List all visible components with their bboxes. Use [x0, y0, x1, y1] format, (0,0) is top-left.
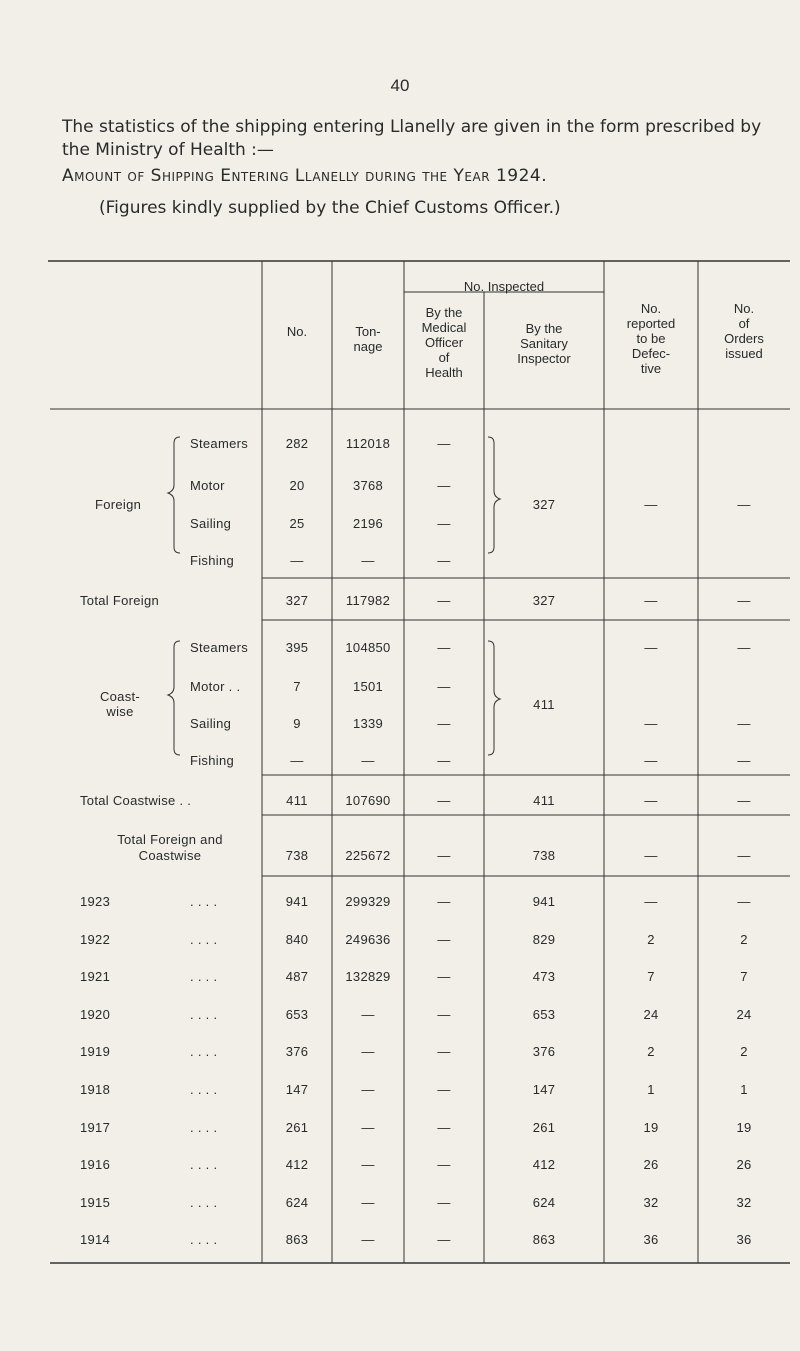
- total-coastwise-sanitary: 411: [533, 793, 555, 808]
- header-inspected: No. Inspected: [463, 279, 545, 294]
- year-row-no: 863: [285, 1232, 309, 1248]
- year-row-defective: 24: [643, 1006, 659, 1022]
- foreign-row-tonnage: 2196: [352, 516, 384, 531]
- year-row-tonnage: —: [361, 1194, 375, 1210]
- foreign-row-no: 25: [289, 516, 305, 531]
- year-row-medical: —: [437, 1006, 451, 1022]
- leader-dots: . . . .: [190, 1082, 218, 1097]
- year-row-tonnage: —: [361, 1119, 375, 1135]
- year-row-no: 840: [285, 931, 309, 947]
- year-row-sanitary: 863: [532, 1232, 556, 1248]
- year-label: 1917: [80, 1119, 111, 1135]
- year-row-defective: 26: [643, 1157, 659, 1173]
- header-medical-officer: By the Medical Officer of Health: [421, 305, 467, 380]
- foreign-row-medical: —: [437, 516, 451, 531]
- year-row-orders: 32: [736, 1194, 752, 1210]
- total-coastwise-defective: —: [644, 793, 658, 808]
- year-row-sanitary: 941: [532, 894, 556, 909]
- table-heading: Amount of Shipping Entering Llanelly during the Year 1924.: [62, 166, 548, 186]
- year-row-tonnage: —: [361, 1232, 375, 1248]
- year-row-no: 487: [285, 969, 309, 985]
- total-both-no: 738: [285, 848, 309, 863]
- year-row-defective: 1: [647, 1082, 655, 1097]
- year-row-sanitary: 829: [532, 931, 556, 947]
- year-label: 1922: [80, 931, 111, 947]
- foreign-row-label: Fishing: [190, 553, 235, 568]
- foreign-row-tonnage: 112018: [345, 436, 391, 451]
- total-both-tonnage: 225672: [345, 848, 391, 863]
- year-row-sanitary: 261: [532, 1119, 556, 1135]
- year-row-defective: 2: [647, 1044, 655, 1060]
- leader-dots: . . . .: [190, 1232, 218, 1248]
- year-row-tonnage: —: [361, 1082, 375, 1097]
- header-orders: No. of Orders issued: [724, 301, 764, 361]
- coast-row-no: 395: [285, 640, 309, 655]
- year-row-sanitary: 653: [532, 1006, 556, 1022]
- year-row-tonnage: —: [361, 1157, 375, 1173]
- total-coastwise-no: 411: [286, 793, 308, 808]
- year-label: 1914: [80, 1232, 111, 1248]
- leader-dots: . . . .: [190, 931, 218, 947]
- foreign-row-medical: —: [437, 436, 451, 451]
- year-row-defective: 19: [643, 1119, 659, 1135]
- coast-row-medical: —: [437, 753, 451, 768]
- foreign-row-no: —: [290, 553, 304, 568]
- year-row-orders: 24: [736, 1006, 752, 1022]
- coast-row-tonnage: 104850: [345, 640, 391, 655]
- coast-sanitary-value: 411: [533, 697, 555, 712]
- coast-row-defective: —: [644, 753, 658, 768]
- coast-row-label: Sailing: [190, 716, 232, 731]
- year-row-orders: 2: [740, 931, 748, 947]
- year-row-orders: 1: [740, 1082, 748, 1097]
- total-both-label: Total Foreign and Coastwise: [117, 832, 223, 863]
- total-both-medical: —: [437, 848, 451, 863]
- coast-row-no: 7: [293, 679, 301, 694]
- year-row-no: 261: [285, 1119, 309, 1135]
- year-row-sanitary: 473: [532, 969, 556, 985]
- foreign-row-tonnage: 3768: [352, 478, 384, 493]
- leader-dots: . . . .: [190, 969, 218, 985]
- year-row-orders: —: [737, 894, 751, 909]
- foreign-row-label: Sailing: [190, 516, 232, 531]
- header-sanitary-inspector: By the Sanitary Inspector: [517, 321, 571, 366]
- coast-row-orders: —: [737, 716, 751, 731]
- coast-row-no: —: [290, 753, 304, 768]
- year-label: 1921: [80, 969, 111, 985]
- total-both-sanitary: 738: [532, 848, 556, 863]
- table-subheading: (Figures kindly supplied by the Chief Customs Officer.): [99, 198, 561, 218]
- year-label: 1915: [80, 1194, 111, 1210]
- year-row-orders: 19: [736, 1119, 752, 1135]
- leader-dots: . . . .: [190, 894, 218, 909]
- total-foreign-defective: —: [644, 593, 658, 608]
- header-no: No.: [286, 324, 308, 339]
- total-both-orders: —: [737, 848, 751, 863]
- year-row-defective: 7: [647, 969, 655, 985]
- year-row-no: 624: [285, 1194, 309, 1210]
- foreign-row-medical: —: [437, 478, 451, 493]
- year-label: 1923: [80, 894, 111, 909]
- coast-row-medical: —: [437, 679, 451, 694]
- coast-row-orders: —: [737, 753, 751, 768]
- shipping-table: [40, 259, 790, 1267]
- year-row-medical: —: [437, 1082, 451, 1097]
- year-row-medical: —: [437, 969, 451, 985]
- intro-text: The statistics of the shipping entering Llanelly are given in the form prescribed by the Ministry of Health :—: [62, 117, 762, 160]
- coast-brace: [168, 641, 180, 755]
- total-both-defective: —: [644, 848, 658, 863]
- year-row-medical: —: [437, 1194, 451, 1210]
- leader-dots: . . . .: [190, 1006, 218, 1022]
- coast-row-defective: —: [644, 640, 658, 655]
- total-coastwise-orders: —: [737, 793, 751, 808]
- year-row-tonnage: —: [361, 1044, 375, 1060]
- year-row-sanitary: 376: [532, 1044, 556, 1060]
- foreign-row-label: Steamers: [190, 436, 249, 451]
- foreign-defective-value: —: [644, 497, 658, 512]
- coast-row-tonnage: —: [361, 753, 375, 768]
- year-row-medical: —: [437, 894, 451, 909]
- coast-row-label: Motor . .: [190, 679, 241, 694]
- year-row-sanitary: 624: [532, 1194, 556, 1210]
- total-coastwise-label: Total Coastwise . .: [80, 793, 192, 808]
- year-row-medical: —: [437, 1232, 451, 1248]
- year-label: 1918: [80, 1082, 111, 1097]
- year-row-no: 147: [285, 1082, 309, 1097]
- total-foreign-no: 327: [285, 593, 309, 608]
- total-foreign-tonnage: 117982: [345, 593, 391, 608]
- foreign-orders-value: —: [737, 497, 751, 512]
- year-row-orders: 36: [736, 1232, 752, 1248]
- year-row-no: 412: [285, 1157, 309, 1173]
- year-row-orders: 26: [736, 1157, 752, 1173]
- year-label: 1920: [80, 1006, 111, 1022]
- year-row-defective: 36: [643, 1232, 659, 1248]
- leader-dots: . . . .: [190, 1157, 218, 1173]
- leader-dots: . . . .: [190, 1194, 218, 1210]
- coast-row-orders: —: [737, 640, 751, 655]
- group-label-coastwise: Coast- wise: [99, 689, 141, 719]
- foreign-sanitary-brace: [488, 437, 500, 553]
- year-row-no: 653: [285, 1006, 309, 1022]
- year-row-tonnage: 299329: [345, 894, 391, 909]
- year-row-medical: —: [437, 1044, 451, 1060]
- year-row-no: 941: [285, 894, 309, 909]
- total-coastwise-medical: —: [437, 793, 451, 808]
- year-row-defective: 2: [647, 931, 655, 947]
- coast-row-tonnage: 1501: [352, 679, 384, 694]
- year-row-medical: —: [437, 1119, 451, 1135]
- year-row-defective: —: [644, 894, 658, 909]
- year-row-orders: 7: [740, 969, 748, 985]
- coast-row-label: Steamers: [190, 640, 249, 655]
- coast-row-medical: —: [437, 716, 451, 731]
- leader-dots: . . . .: [190, 1119, 218, 1135]
- year-label: 1916: [80, 1157, 111, 1173]
- foreign-row-tonnage: —: [361, 553, 375, 568]
- coast-row-no: 9: [293, 716, 301, 731]
- group-label-foreign: Foreign: [95, 497, 142, 512]
- page-number: 40: [390, 76, 410, 95]
- year-row-sanitary: 147: [532, 1082, 556, 1097]
- total-foreign-medical: —: [437, 593, 451, 608]
- foreign-row-no: 282: [285, 436, 309, 451]
- foreign-sanitary-value: 327: [532, 497, 556, 512]
- coast-row-label: Fishing: [190, 753, 235, 768]
- year-row-defective: 32: [643, 1194, 659, 1210]
- header-tonnage: Ton- nage: [353, 324, 383, 354]
- year-row-tonnage: —: [361, 1006, 375, 1022]
- year-row-tonnage: 249636: [345, 931, 391, 947]
- coast-row-tonnage: 1339: [352, 716, 384, 731]
- year-row-medical: —: [437, 1157, 451, 1173]
- intro-block: [62, 116, 772, 220]
- foreign-row-no: 20: [289, 478, 305, 493]
- coast-row-defective: —: [644, 716, 658, 731]
- foreign-row-medical: —: [437, 553, 451, 568]
- year-row-medical: —: [437, 931, 451, 947]
- total-foreign-orders: —: [737, 593, 751, 608]
- year-row-sanitary: 412: [532, 1157, 556, 1173]
- total-coastwise-tonnage: 107690: [345, 793, 391, 808]
- year-label: 1919: [80, 1044, 111, 1060]
- year-row-orders: 2: [740, 1044, 748, 1060]
- header-defective: No. reported to be Defec- tive: [626, 301, 676, 376]
- total-foreign-sanitary: 327: [532, 593, 556, 608]
- foreign-brace: [168, 437, 180, 553]
- year-row-tonnage: 132829: [345, 969, 391, 985]
- coast-row-medical: —: [437, 640, 451, 655]
- total-foreign-label: Total Foreign: [80, 593, 160, 608]
- year-row-no: 376: [285, 1044, 309, 1060]
- leader-dots: . . . .: [190, 1044, 218, 1060]
- foreign-row-label: Motor: [190, 478, 225, 493]
